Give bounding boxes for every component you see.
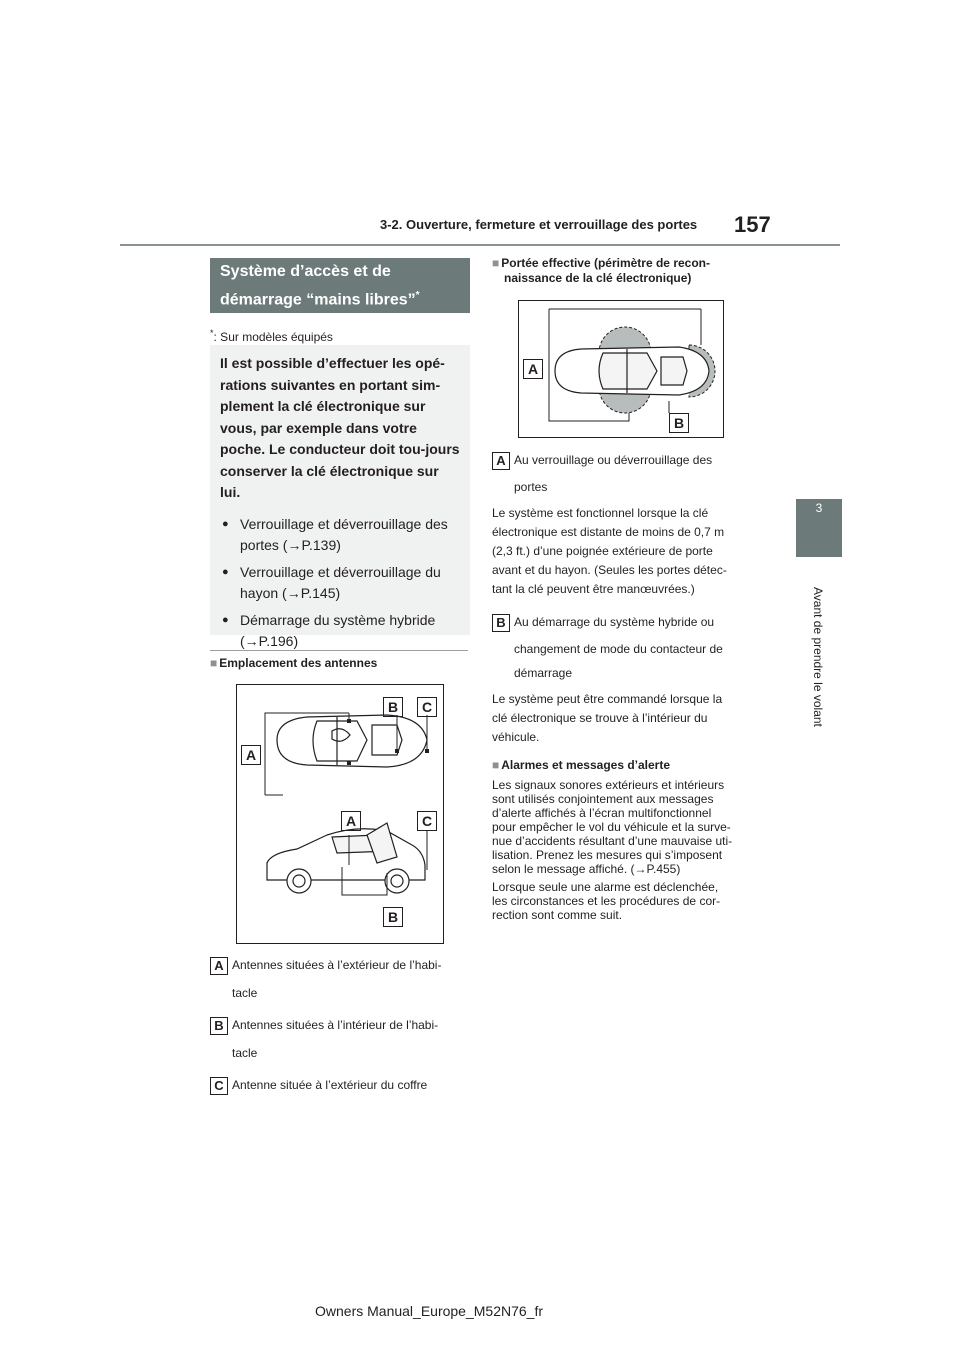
section-title: 3-2. Ouverture, fermeture et verrouillage des portes [380,217,698,232]
range-tag-b: B [669,413,689,433]
chapter-tab [796,499,842,557]
range-item-b-cont2: démarrage [514,666,573,680]
antenna-label-b-cont: tacle [232,1046,258,1060]
label-text: Antennes situées à l’extérieur de l’habi- [232,958,442,972]
tag-a: A [241,745,261,765]
footnote [210,328,333,344]
intro-box [210,345,470,649]
label-text: Antenne située à l’extérieur du coffre [232,1078,428,1092]
alarm-para-1: Les signaux sonores extérieurs et intérieurs sont utilisés conjointement aux messages d’alerte affichés à l’écran multifonctionnel pour empêcher le vol du véhicule et la surve- nue d’accidents résultant d’une mauvaise uti- lisation. Prenez les mesures qui s’imposent selon le message affiché. (→P.455) [492,778,733,876]
feature-item: ● Verrouillage et déverrouillage des portes (→P.139) [220,514,460,556]
tag-b: B [383,697,403,717]
tag-a-side: A [341,811,361,831]
label-text: Antennes situées à l’intérieur de l’habi- [232,1018,439,1032]
car-top-view-icon [555,347,709,395]
range-diagram-svg [519,301,723,437]
antenna-label-a [210,955,441,975]
feature-list [220,514,460,652]
section-divider [210,650,468,651]
square-bullet-icon: ■ [492,256,500,270]
antenna-diagram [236,684,444,944]
alarm-para-2: Lorsque seule une alarme est déclenchée, les circonstances et les procédures de cor- rection sont comme suit. [492,880,721,922]
intro-text: Il est possible d’effectuer les opé-rations suivantes en portant sim-plement la clé électronique sur vous, par exemple dans votre poche. Le conducteur doit tou-jours conserver la clé électronique sur lui. [220,355,460,500]
range-para-a: Le système est fonctionnel lorsque la clé électronique est distante de moins de 0,7 m (2,3 ft.) d’une poignée extérieure de porte avant et du hayon. (Seules les portes détec- tant la clé peuvent être manœuvrées.) [492,506,727,596]
tag-c: C [417,697,437,717]
chapter-number: 3 [815,501,823,515]
tag-b-side: B [383,907,403,927]
feature-item: ● Verrouillage et déverrouillage du hayon (→P.145) [220,562,460,604]
tag-c-side: C [417,811,437,831]
footnote-text: : Sur modèles équipés [213,330,333,344]
range-diagram [518,300,724,438]
range-item-a-cont: portes [514,480,548,494]
system-title-box [210,258,470,313]
car-side-view-icon [267,823,425,893]
system-title-line2: démarrage “mains libres” [220,291,416,309]
footnote-mark: * [210,328,214,338]
alarm-heading: ■ Alarmes et messages d’alerte [492,758,671,772]
antenna-label-b [210,1015,438,1035]
header-rule [120,244,840,246]
label-tag: B [210,1017,228,1035]
antenna-heading: ■ Emplacement des antennes [210,656,378,670]
label-tag: A [492,452,510,470]
antenna-diagram-svg [237,685,443,943]
chapter-title: Avant de prendre le volant [811,587,825,727]
range-heading: ■ Portée effective (périmètre de recon- naissance de la clé électronique) [492,256,710,285]
range-tag-a: A [523,359,543,379]
range-item-b: B Au démarrage du système hybride ou [492,612,714,632]
manual-name: Owners Manual_Europe_M52N76_fr [315,1303,544,1319]
square-bullet-icon: ■ [210,656,218,670]
range-item-b-cont1: changement de mode du contacteur de [514,642,723,656]
label-tag: B [492,614,510,632]
feature-item: ● Démarrage du système hybride (→P.196) [220,610,460,652]
system-title-line1: Système d’accès et de [220,263,391,280]
label-tag: A [210,957,228,975]
range-item-a: A Au verrouillage ou déverrouillage des [492,450,712,470]
antenna-label-c [210,1075,427,1095]
antenna-label-a-cont: tacle [232,986,258,1000]
square-bullet-icon: ■ [492,758,500,772]
car-top-view-icon [277,715,427,767]
label-tag: C [210,1077,228,1095]
page-number: 157 [734,212,771,237]
system-title-star: * [415,290,420,301]
range-para-b: Le système peut être commandé lorsque la clé électronique se trouve à l’intérieur du véhicule. [492,692,723,744]
